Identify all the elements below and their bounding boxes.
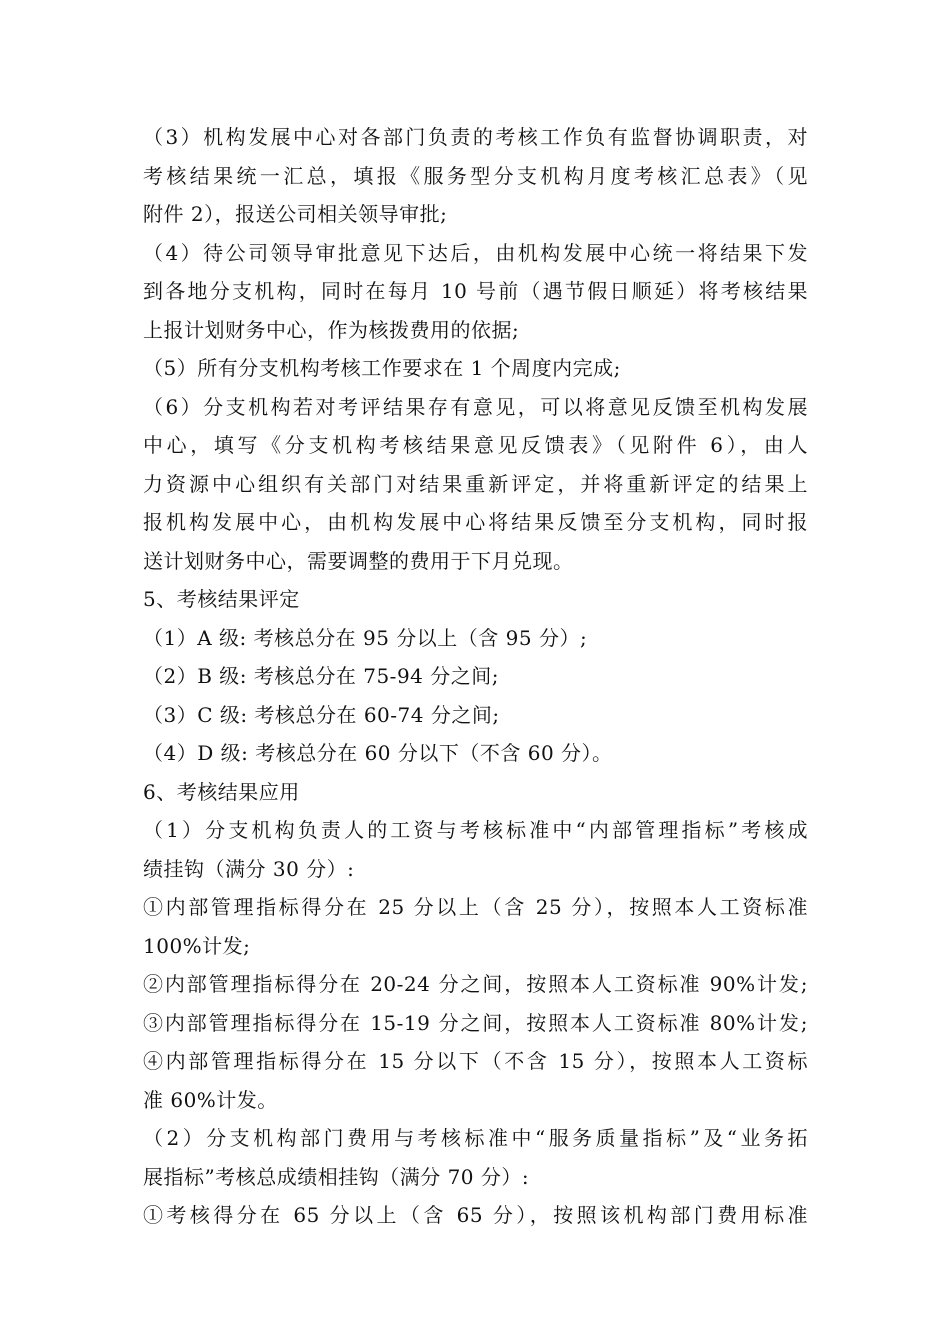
text-line: 送计划财务中心，需要调整的费用于下月兑现。 — [143, 548, 574, 573]
text-line: 上报计划财务中心，作为核拨费用的依据; — [143, 317, 520, 342]
text-line: 考核结果统一汇总，填报《服务型分支机构月度考核汇总表》（见 — [143, 163, 808, 188]
document-body — [143, 118, 808, 1235]
text-line: （4）待公司领导审批意见下达后，由机构发展中心统一将结果下发 — [143, 240, 808, 265]
text-line: （1）分支机构负责人的工资与考核标准中“内部管理指标”考核成 — [143, 818, 808, 842]
text-line: 附件 2），报送公司相关领导审批; — [143, 202, 448, 226]
text-line: （3）机构发展中心对各部门负责的考核工作负有监督协调职责，对 — [143, 125, 808, 149]
text-line: 准 60%计发。 — [143, 1087, 278, 1112]
text-line: （5）所有分支机构考核工作要求在 1 个周度内完成; — [143, 356, 621, 380]
text-line: （2）分支机构部门费用与考核标准中“服务质量指标”及“业务拓 — [143, 1126, 808, 1150]
text-line: 6、考核结果应用 — [143, 779, 300, 804]
text-line: （4）D 级: 考核总分在 60 分以下（不含 60 分）。 — [143, 741, 613, 765]
text-line: ①内部管理指标得分在 25 分以上（含 25 分），按照本人工资标准 — [143, 895, 808, 919]
text-line: （6）分支机构若对考评结果存有意见，可以将意见反馈至机构发展 — [143, 394, 808, 419]
text-line: 绩挂钩（满分 30 分）: — [143, 856, 355, 881]
text-line: ③内部管理指标得分在 15-19 分之间，按照本人工资标准 80%计发; — [143, 1010, 808, 1035]
text-line: 中心，填写《分支机构考核结果意见反馈表》（见附件 6），由人 — [143, 433, 808, 457]
text-line: ②内部管理指标得分在 20-24 分之间，按照本人工资标准 90%计发; — [143, 972, 808, 996]
text-line: 5、考核结果评定 — [143, 587, 300, 611]
text-line: （2）B 级: 考核总分在 75-94 分之间; — [143, 664, 499, 688]
text-line: 力资源中心组织有关部门对结果重新评定，并将重新评定的结果上 — [143, 471, 808, 496]
text-line: ①考核得分在 65 分以上（含 65 分），按照该机构部门费用标准 — [143, 1203, 808, 1227]
text-line: （3）C 级: 考核总分在 60-74 分之间; — [143, 702, 500, 727]
text-line: 展指标”考核总成绩相挂钩（满分 70 分）: — [143, 1164, 530, 1189]
text-line: 报机构发展中心，由机构发展中心将结果反馈至分支机构，同时报 — [143, 510, 808, 534]
text-line: （1）A 级: 考核总分在 95 分以上（含 95 分）; — [143, 625, 588, 650]
text-line: 100%计发; — [143, 933, 251, 958]
text-line: 到各地分支机构，同时在每月 10 号前（遇节假日顺延）将考核结果 — [143, 279, 808, 303]
text-line: ④内部管理指标得分在 15 分以下（不含 15 分），按照本人工资标 — [143, 1049, 808, 1073]
